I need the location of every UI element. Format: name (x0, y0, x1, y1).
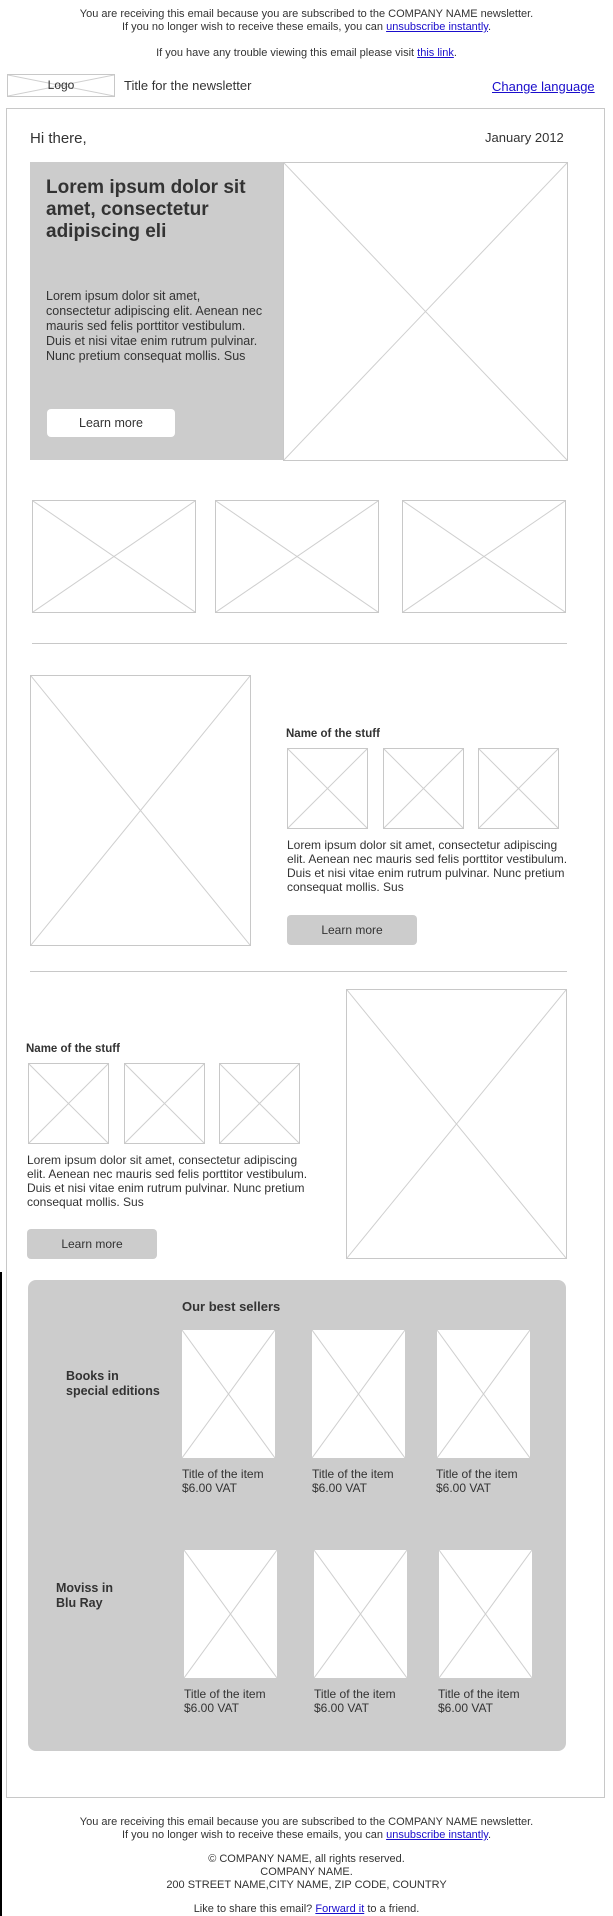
image-placeholder-icon (314, 1550, 407, 1678)
movie-item-1-caption: Title of the item $6.00 VAT (184, 1687, 266, 1715)
image-placeholder-icon (182, 1330, 275, 1458)
book-item-1-caption: Title of the item $6.00 VAT (182, 1467, 264, 1495)
section-b-thumb-2 (124, 1063, 205, 1144)
divider (30, 971, 567, 972)
book-item-3-image[interactable] (437, 1330, 530, 1458)
view-online-link[interactable]: this link (417, 47, 454, 59)
footer-address: 200 STREET NAME,CITY NAME, ZIP CODE, COUNTRY (166, 1879, 447, 1891)
best-sellers-title: Our best sellers (182, 1299, 281, 1314)
forward-link[interactable]: Forward it (315, 1903, 365, 1915)
category-label-movies: Moviss in Blu Ray (56, 1581, 113, 1610)
hero-image (283, 162, 568, 461)
image-placeholder-icon (288, 749, 367, 828)
section-b-thumb-3 (219, 1063, 300, 1144)
image-placeholder-icon (125, 1064, 204, 1143)
section-a-thumb-3 (478, 748, 559, 829)
image-placeholder-icon (312, 1330, 405, 1458)
section-b-thumb-1 (28, 1063, 109, 1144)
section-a-body: Lorem ipsum dolor sit amet, consectetur adipiscing elit. Aenean nec mauris sed felis porttitor vestibulum. Duis et nisi vitae enim rutrum pulvinar. Nunc pretium consequat mollis. Sus (287, 838, 568, 894)
book-item-1-image[interactable] (182, 1330, 275, 1458)
hero-heading: Lorem ipsum dolor sit amet, consectetur adipiscing eli (46, 177, 246, 242)
image-placeholder-icon (437, 1330, 530, 1458)
feature-image-1 (32, 500, 196, 613)
section-b-learn-more-button[interactable]: Learn more (27, 1229, 157, 1259)
image-placeholder-icon (31, 676, 250, 945)
footer-copyright: © COMPANY NAME, all rights reserved. (208, 1853, 405, 1865)
issue-date: January 2012 (485, 130, 564, 145)
logo-placeholder (7, 74, 115, 97)
image-placeholder-icon (184, 1550, 277, 1678)
footer-unsubscribe-link[interactable]: unsubscribe instantly (386, 1829, 488, 1841)
section-b-body: Lorem ipsum dolor sit amet, consectetur adipiscing elit. Aenean nec mauris sed felis porttitor vestibulum. Duis et nisi vitae enim rutrum pulvinar. Nunc pretium consequat mollis. Sus (27, 1153, 308, 1209)
image-placeholder-icon (29, 1064, 108, 1143)
image-placeholder-icon (284, 163, 567, 460)
book-item-2-caption: Title of the item $6.00 VAT (312, 1467, 394, 1495)
section-a-image (30, 675, 251, 946)
image-placeholder-icon (403, 501, 565, 612)
movie-item-3-image[interactable] (439, 1550, 532, 1678)
section-a-thumb-1 (287, 748, 368, 829)
hero-learn-more-button[interactable]: Learn more (47, 409, 175, 437)
section-a-title: Name of the stuff (286, 728, 380, 740)
footer-line2: If you no longer wish to receive these emails, you can unsubscribe instantly. (121, 1829, 492, 1841)
movie-item-1-image[interactable] (184, 1550, 277, 1678)
greeting: Hi there, (30, 130, 87, 147)
image-placeholder-icon (439, 1550, 532, 1678)
footer-share: Like to share this email? Forward it to a friend. (193, 1903, 420, 1915)
movie-item-2-caption: Title of the item $6.00 VAT (314, 1687, 396, 1715)
feature-image-3 (402, 500, 566, 613)
image-placeholder-icon (220, 1064, 299, 1143)
book-item-2-image[interactable] (312, 1330, 405, 1458)
section-b-image (346, 989, 567, 1259)
image-placeholder-icon (347, 990, 566, 1258)
movie-item-3-caption: Title of the item $6.00 VAT (438, 1687, 520, 1715)
section-a-thumb-2 (383, 748, 464, 829)
hero-body: Lorem ipsum dolor sit amet, consectetur adipiscing elit. Aenean nec mauris sed felis porttitor vestibulum. Duis et nisi vitae enim rutrum pulvinar. Nunc pretium consequat mollis. Sus (46, 289, 263, 363)
footer-line1: You are receiving this email because you are subscribed to the COMPANY NAME newsletter. (79, 1816, 534, 1828)
category-label-books: Books in special editions (66, 1369, 160, 1398)
preheader-line3: If you have any trouble viewing this email please visit this link. (156, 47, 457, 59)
divider (32, 643, 567, 644)
left-edge-bar (0, 1272, 2, 1916)
logo-label: Logo (47, 78, 75, 92)
preheader (0, 8, 613, 60)
movie-item-2-image[interactable] (314, 1550, 407, 1678)
image-placeholder-icon (216, 501, 378, 612)
preheader-line2: If you no longer wish to receive these emails, you can unsubscribe instantly. (121, 21, 492, 33)
newsletter-title: Title for the newsletter (124, 78, 252, 93)
book-item-3-caption: Title of the item $6.00 VAT (436, 1467, 518, 1495)
image-placeholder-icon (479, 749, 558, 828)
section-b-title: Name of the stuff (26, 1043, 120, 1055)
footer (0, 1816, 613, 1916)
footer-company: COMPANY NAME. (260, 1866, 353, 1878)
image-placeholder-icon (384, 749, 463, 828)
change-language-link[interactable]: Change language (492, 79, 595, 94)
feature-image-2 (215, 500, 379, 613)
image-placeholder-icon (33, 501, 195, 612)
preheader-line1: You are receiving this email because you are subscribed to the COMPANY NAME newsletter. (79, 8, 534, 20)
section-a-learn-more-button[interactable]: Learn more (287, 915, 417, 945)
unsubscribe-link[interactable]: unsubscribe instantly (386, 21, 488, 33)
